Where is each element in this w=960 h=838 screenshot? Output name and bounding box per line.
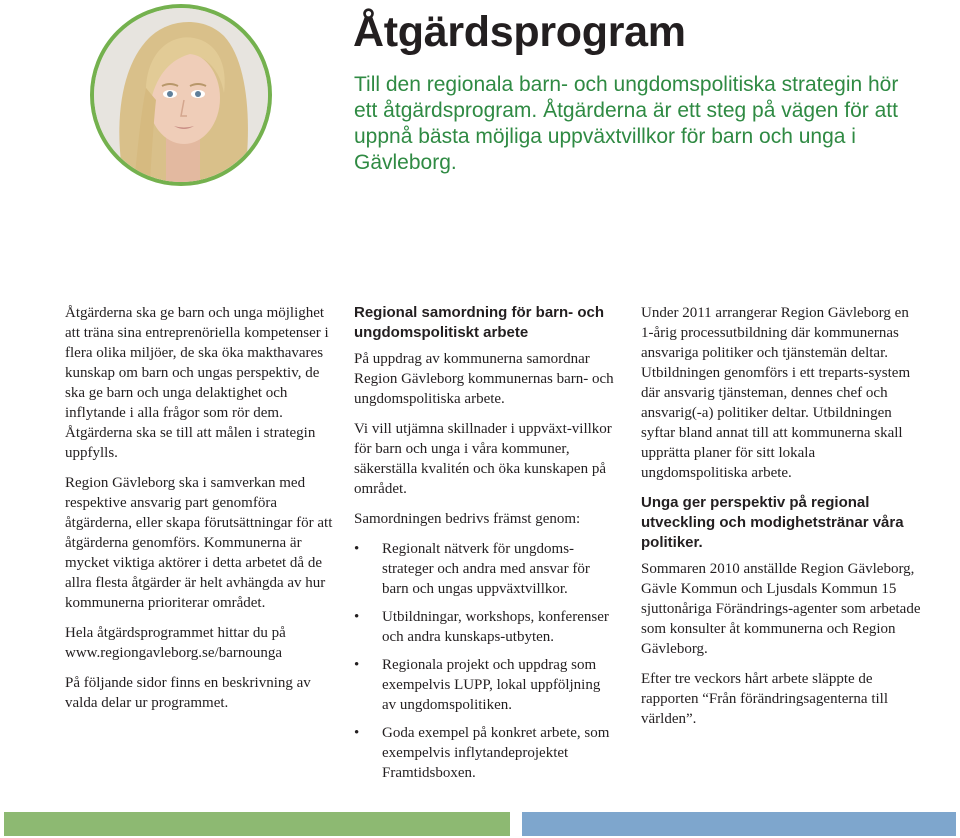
- training-paragraph: Under 2011 arrangerar Region Gävleborg en 1-årig processutbildning där kommunernas ansvariga politiker och tjänstemän deltar. Utbildningen genomförs i ett treparts-system där ansvarig tjänsteman, dennes chef och ansvarig(-a) politiker deltar. Utbildningen syftar bland annat till att kommunerna skall upprätta planer för sitt lokala ungdomspolitiska arbete.: [641, 305, 911, 481]
- intro-paragraph-4: På följande sidor finns en beskrivning av valda delar ur programmet.: [65, 675, 311, 711]
- bullet-icon: •: [354, 609, 360, 625]
- bullet-icon: •: [354, 541, 360, 557]
- column-regional-coordination: [354, 303, 614, 791]
- footer-bar-blue: [522, 812, 956, 836]
- footer-bar-green: [4, 812, 510, 836]
- page-title: Åtgärdsprogram: [353, 8, 686, 56]
- list-item: [354, 607, 614, 647]
- column-intro: [65, 303, 333, 723]
- coordination-paragraph-2: Vi vill utjämna skillnader i uppväxt-villkor för barn och unga i våra kommuner, säkerställa kvalitén och öka kunskapen på området.: [354, 421, 612, 497]
- list-item-text: Regionalt nätverk för ungdoms-strateger och andra med ansvar för barn och ungas uppväxtvillkor.: [382, 541, 590, 597]
- list-item-text: Regionala projekt och uppdrag som exempelvis LUPP, lokal uppföljning av ungdomspolitiken.: [382, 657, 601, 713]
- coordination-bullet-list: [354, 539, 614, 783]
- bullet-icon: •: [354, 657, 360, 673]
- lead-paragraph: Till den regionala barn- och ungdomspolitiska strategin hör ett åtgärdsprogram. Åtgärderna är ett steg på vägen för att uppnå bästa möjliga uppväxtvillkor för barn och unga i Gävleborg.: [354, 73, 899, 174]
- list-item: [354, 723, 614, 783]
- youth-paragraph-1: Sommaren 2010 anställde Region Gävleborg, Gävle Kommun och Ljusdals Kommun 15 sjuttonåriga Förändrings-agenter som arbetade som konsulter åt kommunerna och Region Gävleborg.: [641, 561, 921, 657]
- coordination-paragraph-1: På uppdrag av kommunerna samordnar Region Gävleborg kommunernas barn- och ungdomspolitiska arbete.: [354, 351, 614, 407]
- list-item-text: Utbildningar, workshops, konferenser och andra kunskaps-utbyten.: [382, 609, 609, 645]
- coordination-paragraph-3: Samordningen bedrivs främst genom:: [354, 511, 581, 527]
- intro-paragraph-1: Åtgärderna ska ge barn och unga möjlighet att träna sina entreprenöriella kompetenser i flera olika miljöer, de ska öka makthavares kunskap om barn och ungas perspektiv, de ska ge barn och unga delaktighet och inflytande i alla frågor som rör dem. Åtgärderna ska se till att målen i strategin uppfylls.: [65, 305, 329, 461]
- section-heading-youth-perspective: Unga ger perspektiv på regional utveckling och modighetstränar våra politiker.: [641, 494, 904, 551]
- list-item-text: Goda exempel på konkret arbete, som exempelvis inflytandeprojektet Framtidsboxen.: [382, 725, 610, 781]
- column-training-and-youth: [641, 303, 921, 739]
- section-heading-coordination: Regional samordning för barn- och ungdomspolitiskt arbete: [354, 304, 605, 341]
- list-item: [354, 539, 614, 599]
- youth-paragraph-2: Efter tre veckors hårt arbete släppte de rapporten “Från förändringsagenterna till världen”.: [641, 671, 888, 727]
- intro-paragraph-2: Region Gävleborg ska i samverkan med respektive ansvarig part genomföra åtgärderna, eller skapa förutsättningar för att åtgärderna genomförs. Kommunerna är mycket viktiga aktörer i detta arbetet då de allra flesta åtgärder är helt avhängda av hur kommunerna prioriterar området.: [65, 475, 333, 611]
- portrait-photo: [90, 4, 272, 186]
- intro-paragraph-3: Hela åtgärdsprogrammet hittar du på www.regiongavleborg.se/barnounga: [65, 625, 286, 661]
- portrait-illustration: [94, 8, 268, 182]
- bullet-icon: •: [354, 725, 360, 741]
- list-item: [354, 655, 614, 715]
